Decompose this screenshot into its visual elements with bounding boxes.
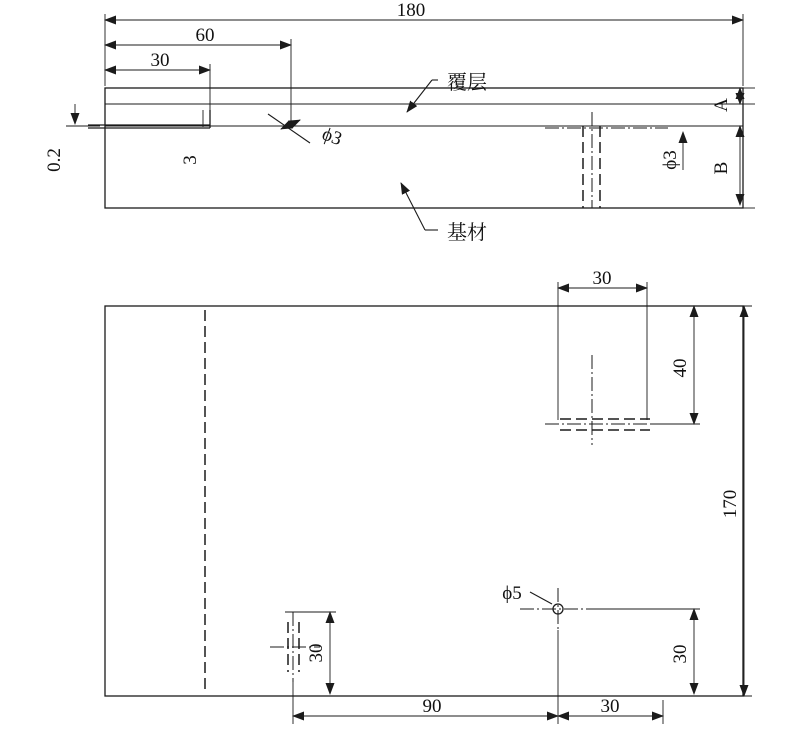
coating-leader-line — [407, 80, 432, 112]
phi3-right-label: ϕ3 — [660, 150, 681, 170]
phi5-label: ϕ5 — [502, 583, 522, 604]
dim-bot30-left-label: 30 — [306, 643, 327, 663]
substrate-leader-line — [401, 183, 425, 230]
side-view-outline — [105, 88, 743, 208]
dim-180-label: 180 — [396, 0, 426, 21]
dim-60-label: 60 — [195, 25, 215, 46]
dim-40-label: 40 — [670, 358, 691, 378]
phi3-slot-leader — [268, 114, 310, 143]
dim-90-label: 90 — [422, 696, 442, 717]
dim-170-label: 170 — [720, 489, 741, 519]
side-view-group — [44, 0, 755, 244]
substrate-label: 基材 — [447, 220, 487, 244]
phi5-leader — [530, 592, 552, 604]
dim-A-label: A — [711, 98, 732, 112]
phi3-slot-label: ϕ3 — [319, 123, 345, 151]
top-view-group — [105, 268, 752, 724]
dim-B-label: B — [711, 161, 732, 175]
dim-30-label: 30 — [150, 50, 170, 71]
dim-02-label: 0.2 — [44, 148, 65, 172]
coating-label: 覆层 — [447, 70, 487, 94]
dim-3-label: 3 — [180, 155, 201, 165]
dim-top30-label: 30 — [592, 268, 612, 289]
dim-bot30-label: 30 — [600, 696, 620, 717]
dim-bot30-right-label: 30 — [670, 644, 691, 664]
